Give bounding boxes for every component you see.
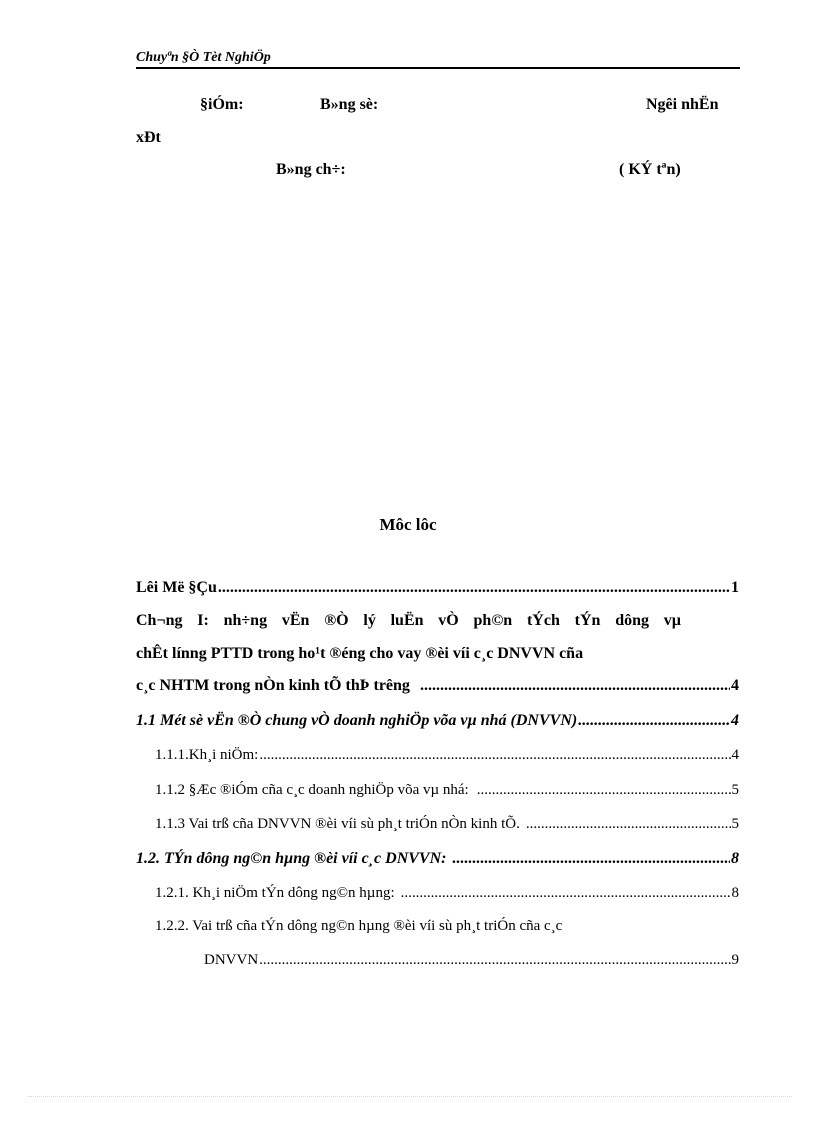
toc-entry-text: 1.2.1. Kh¸i niÖm tÝn dông ng©n hµng:	[155, 885, 395, 901]
toc-page-number: 8	[731, 885, 739, 901]
grader-label: Ngêi nhËn	[646, 96, 719, 113]
toc-leader-dots	[477, 782, 731, 799]
toc-leader-dots	[218, 579, 730, 597]
toc-page-number: 5	[731, 782, 739, 798]
toc-leader-dots	[259, 952, 730, 969]
toc-section-1-2-2-line-1[interactable]: 1.2.2. Vai trß cña tÝn dông ng©n hµng ®èi víi sù ph¸t triÓn cña c¸c	[155, 918, 563, 934]
toc-entry-text: DNVVN	[204, 952, 259, 968]
toc-leader-dots	[401, 885, 731, 902]
toc-title: Môc lôc	[379, 515, 437, 534]
toc-entry-text: 1.1 Mét sè vËn ®Ò chung vÒ doanh nghiÖp võa vµ nhá (DNVVN)	[136, 712, 578, 729]
toc-page-number: 4	[731, 747, 739, 763]
toc-section-1-1[interactable]	[136, 712, 739, 730]
toc-page-number: 1	[731, 579, 739, 596]
toc-leader-dots	[259, 747, 730, 764]
toc-page-number: 4	[731, 677, 739, 694]
toc-entry-text: 1.1.1.Kh¸i niÖm:	[155, 747, 259, 763]
score-number-label: B»ng sè:	[320, 96, 379, 113]
toc-page-number: 8	[731, 850, 739, 867]
toc-section-1-2-2-line-2[interactable]	[204, 952, 739, 969]
toc-page-number: 9	[731, 952, 739, 968]
toc-entry-text: c¸c NHTM trong nÒn kinh tÕ thÞ trêng	[136, 677, 410, 694]
toc-page-number: 4	[731, 712, 739, 729]
toc-leader-dots	[578, 712, 730, 730]
toc-section-1-2[interactable]	[136, 850, 739, 868]
grader-label-continued: xÐt	[136, 129, 161, 146]
header-title: Chuyªn §Ò Tèt NghiÖp	[136, 50, 271, 65]
toc-section-1-1-3[interactable]	[155, 816, 739, 833]
toc-leader-dots	[420, 677, 730, 695]
toc-entry-text: 1.1.2 §Æc ®iÓm cña c¸c doanh nghiÖp võa vµ nhá:	[155, 782, 469, 798]
toc-entry-text: Lêi Më §Çu	[136, 579, 217, 596]
header-divider	[136, 67, 740, 69]
toc-entry-text: 1.1.3 Vai trß cña DNVVN ®èi víi sù ph¸t triÓn nÒn kinh tÕ.	[155, 816, 520, 832]
toc-leader-dots	[526, 816, 731, 833]
toc-entry-text: 1.2. TÝn dông ng©n hµng ®èi víi c¸c DNVVN:	[136, 850, 447, 867]
toc-section-1-1-2[interactable]	[155, 782, 739, 799]
score-label: §iÓm:	[200, 96, 244, 113]
toc-section-1-2-1[interactable]	[155, 885, 739, 902]
toc-leader-dots	[452, 850, 730, 868]
page-bottom-border	[28, 1096, 792, 1097]
score-words-label: B»ng ch÷:	[276, 161, 346, 178]
toc-chapter-1-line-2[interactable]: chÊt línng PTTD trong ho¹t ®éng cho vay ®èi víi c¸c DNVVN cña	[136, 645, 584, 662]
toc-entry-introduction[interactable]	[136, 579, 739, 597]
toc-section-1-1-1[interactable]	[155, 747, 739, 764]
toc-page-number: 5	[731, 816, 739, 832]
signature-label: ( KÝ tªn)	[619, 161, 681, 178]
toc-chapter-1-line-3[interactable]	[136, 677, 739, 695]
toc-chapter-1-line-1[interactable]: Ch¬ng I: nh÷ng vËn ®Ò lý luËn vÒ ph©n tÝch tÝn dông vµ	[136, 612, 681, 629]
